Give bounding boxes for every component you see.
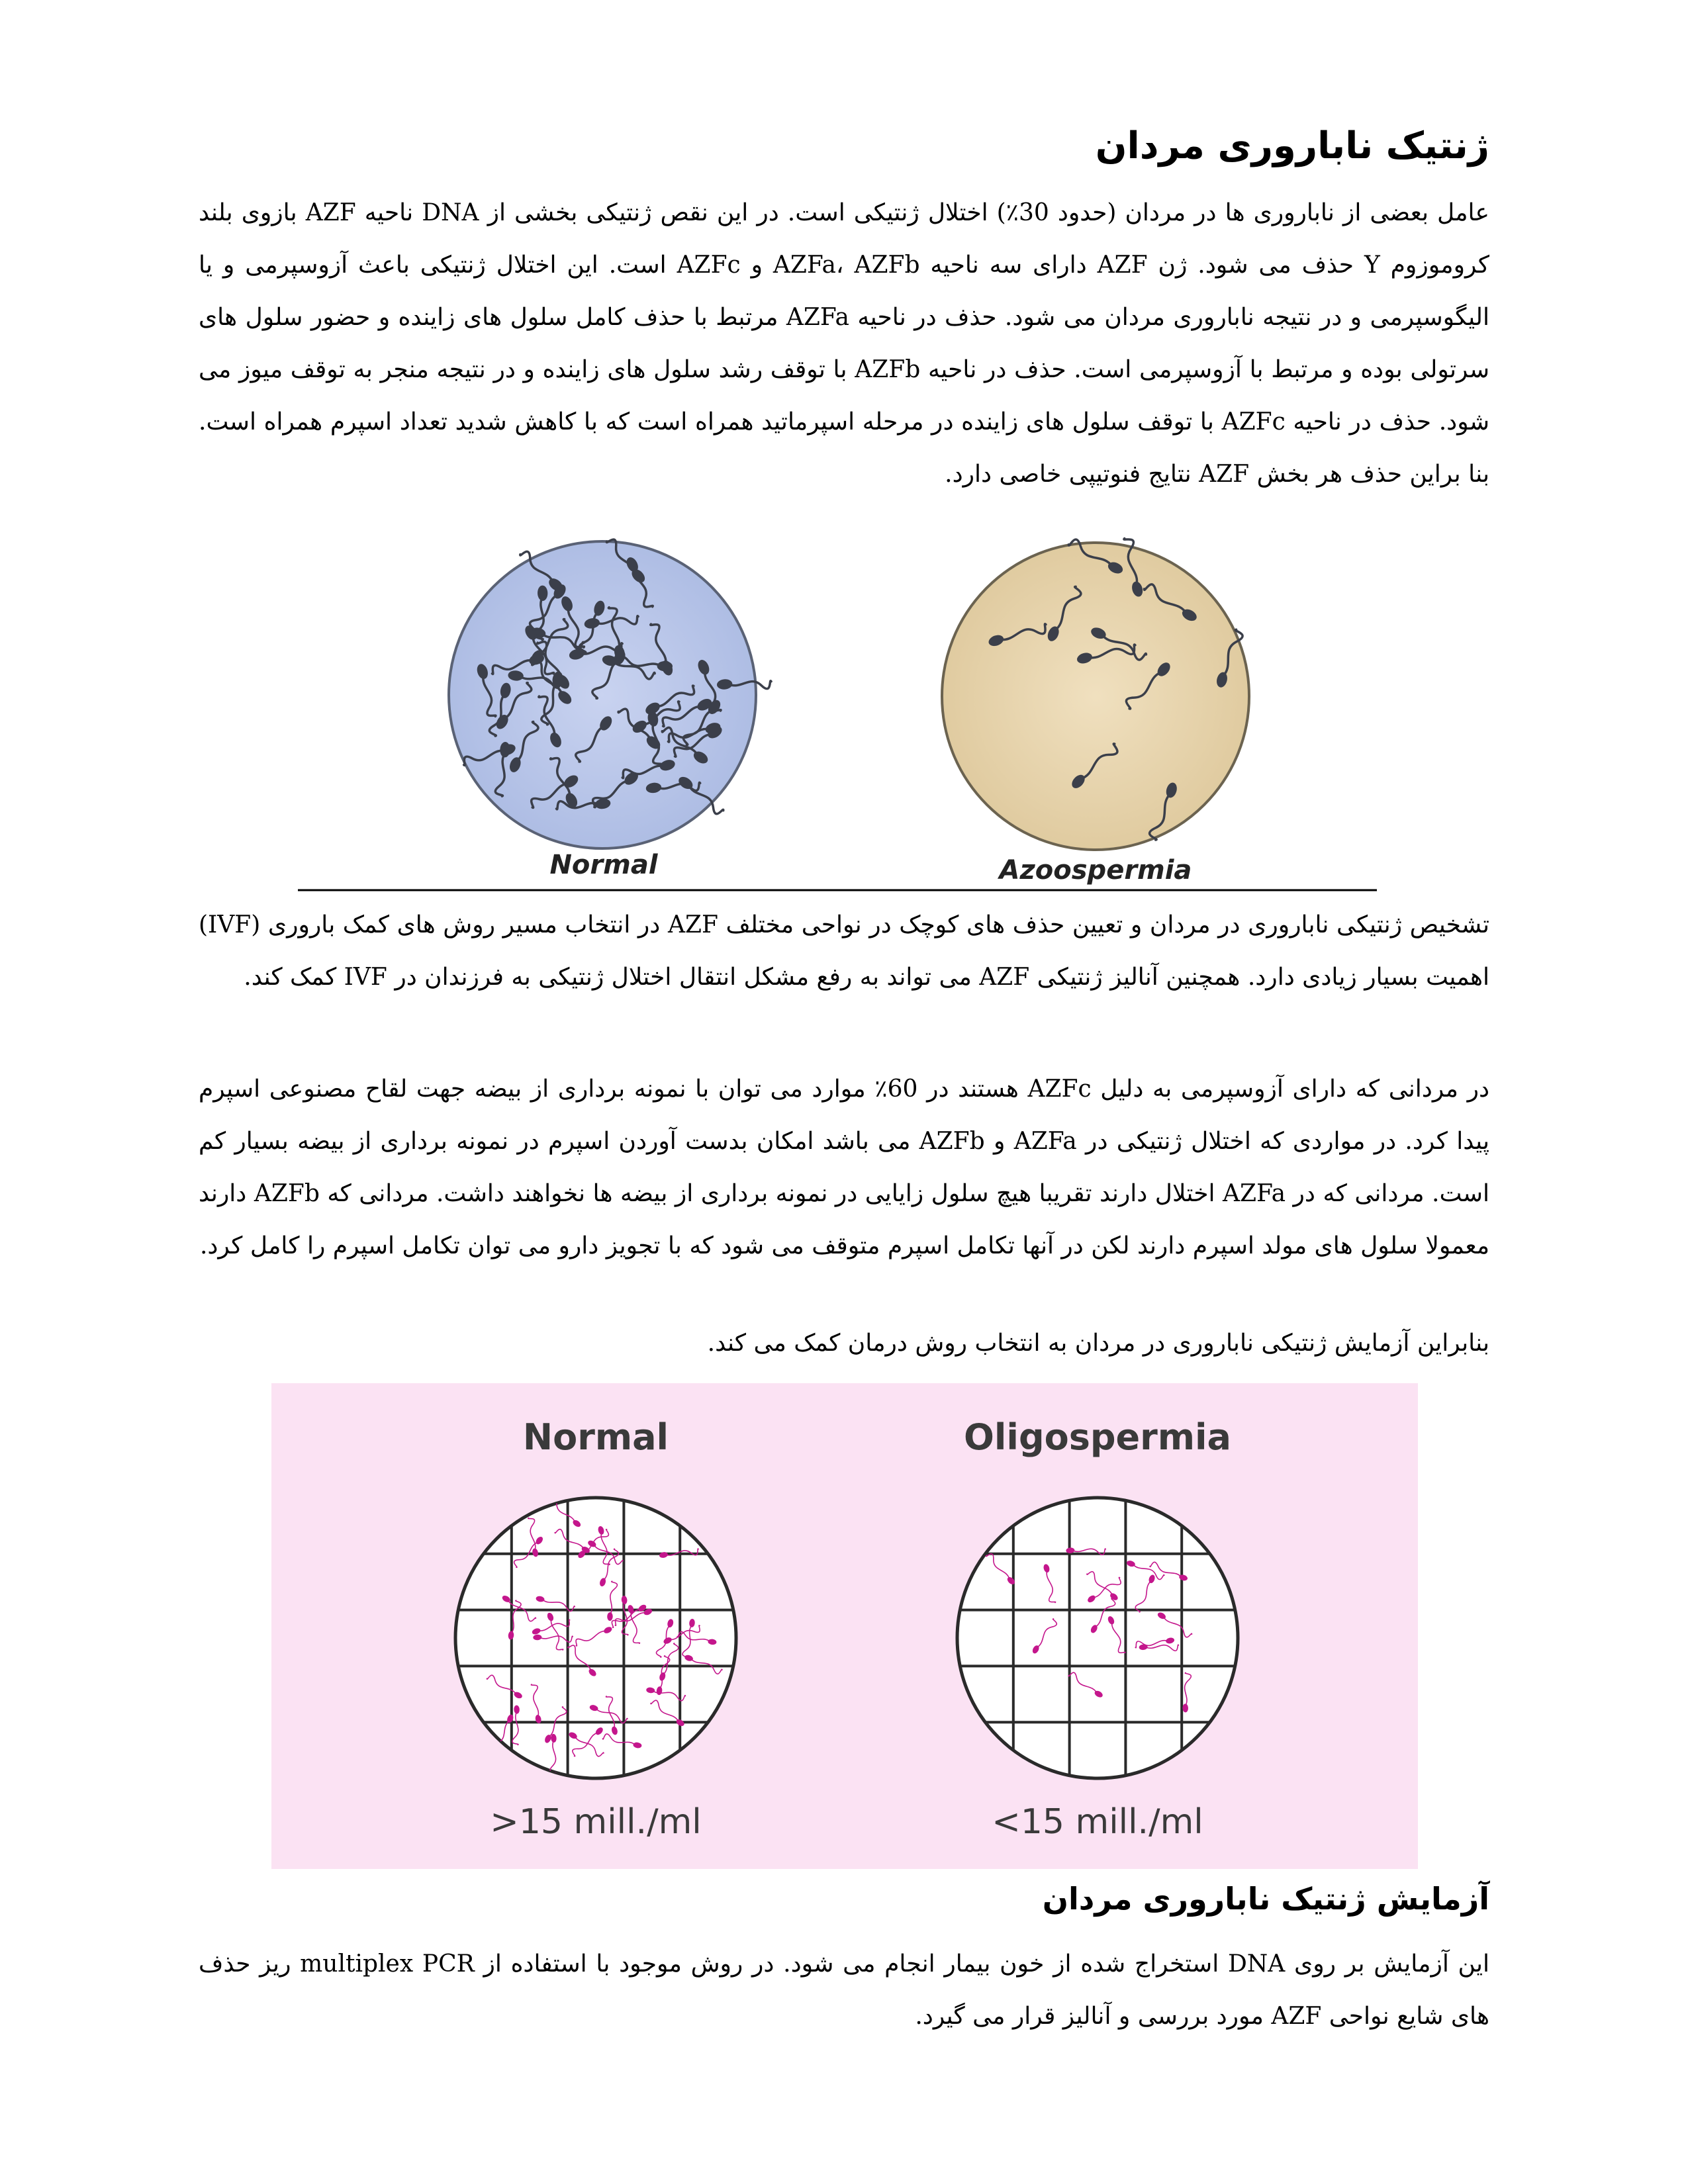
page-title: ژنتیک ناباروری مردان bbox=[1095, 124, 1489, 167]
oligospermia-title: Oligospermia bbox=[964, 1416, 1231, 1458]
normal-count-caption: >15 mill./ml bbox=[490, 1802, 702, 1842]
normal-label: Normal bbox=[549, 850, 658, 880]
test-method-paragraph: این آزمایش بر روی DNA استخراج شده از خون بیمار انجام می شود. در روش موجود با استفاده از multiplex PCR ریز حذف های شایع نواحی AZF مورد بررسی و آنالیز قرار می گیرد. bbox=[199, 1950, 1489, 2030]
intro-paragraph: عامل بعضی از ناباروری ها در مردان (حدود 30٪) اختلال ژنتیکی است. در این نقص ژنتیکی بخشی از DNA ناحیه AZF بازوی بلند کروموزوم Y حذف می شود. ژن AZF دارای سه ناحیه AZFa، AZFb و AZFc است. این اختلال ژنتیکی باعث آزوسپرمی و یا الیگوسپرمی و در نتیجه ناباروری مردان می شود. حذف در ناحیه AZFa مرتبط با حذف کامل سلول های زاینده و حضور سلول های سرتولی بوده و مرتبط با آزوسپرمی است. حذف در ناحیه AZFb با توقف رشد سلول های زاینده و در نتیجه منجر به توقف میوز می شود. حذف در ناحیه AZFc با توقف سلول های زاینده در مرحله اسپرماتید همراه است که با کاهش شدید تعداد اسپرم همراه است. بنا براین حذف هر بخش AZF نتایج فنوتیپی خاصی دارد. bbox=[199, 199, 1490, 488]
diagnosis-paragraph: تشخیص ژنتیکی ناباروری در مردان و تعیین حذف های کوچک در نواحی مختلف AZF در انتخاب مسیر روش های کمک باروری (IVF) اهمیت بسیار زیادی دارد. همچنین آنالیز ژنتیکی AZF می تواند به رفع مشکل انتقال اختلال ژنتیکی به فرزندان در IVF کمک کند. bbox=[199, 911, 1490, 991]
figure-panel-background bbox=[271, 1383, 1418, 1869]
oligospermia-counting-grid bbox=[957, 1498, 1238, 1778]
azf-outcomes-paragraph: در مردانی که دارای آزوسپرمی به دلیل AZFc هستند در 60٪ موارد می توان با نمونه برداری از بیضه جهت لقاح مصنوعی اسپرم پیدا کرد. در مواردی که اختلال ژنتیکی در AZFa و AZFb می باشد امکان بدست آوردن اسپرم در نمونه برداری از بیضه بسیار کم است. مردانی که در AZFa اختلال دارند تقریبا هیچ سلول زایایی در نمونه برداری از بیضه ها نخواهند داشت. مردانی که AZFb دارند معمولا سلول های مولد اسپرم دارند لکن در آنها تکامل اسپرم متوقف می شود که با تجویز دارو می توان تکامل اسپرم را کامل کرد. bbox=[199, 1075, 1490, 1259]
figure-normal-azoospermia bbox=[298, 516, 1390, 900]
section-title: آزمایش ژنتیک ناباروری مردان bbox=[1042, 1881, 1489, 1917]
azoospermia-dish bbox=[942, 543, 1249, 850]
normal-title: Normal bbox=[522, 1416, 669, 1458]
oligospermia-count-caption: <15 mill./ml bbox=[992, 1802, 1203, 1842]
azoospermia-label: Azoospermia bbox=[999, 855, 1192, 886]
figure-normal-oligospermia bbox=[271, 1383, 1418, 1869]
conclusion-paragraph: بنابراین آزمایش ژنتیکی ناباروری در مردان به انتخاب روش درمان کمک می کند. bbox=[707, 1330, 1489, 1357]
